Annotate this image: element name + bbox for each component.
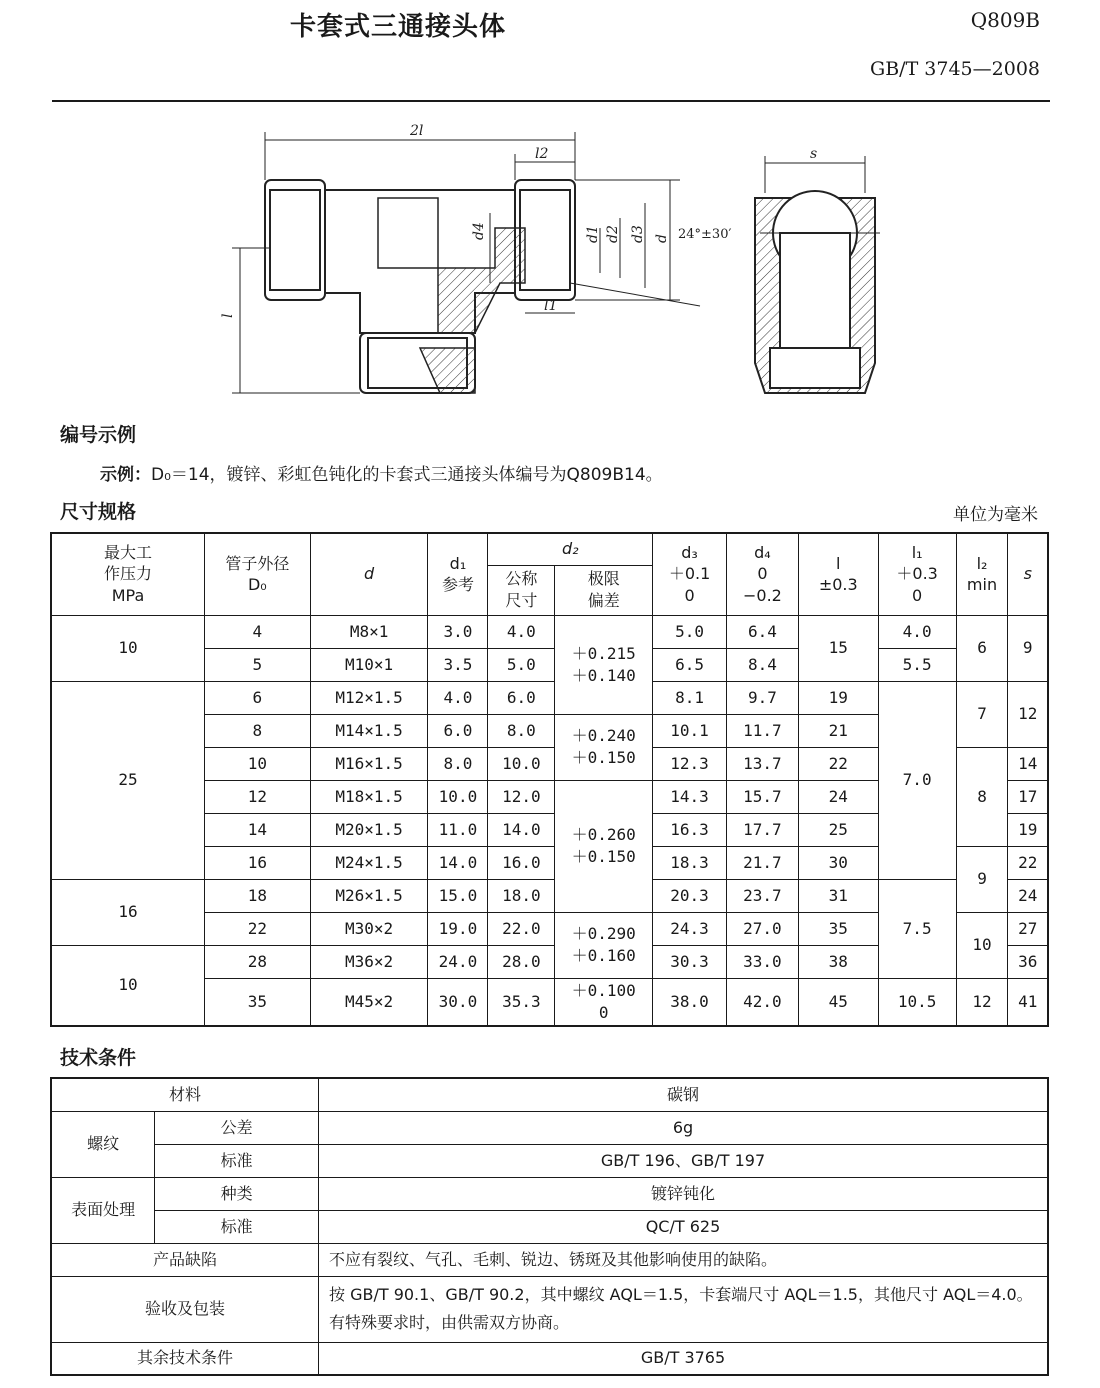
d-cell: M16×1.5: [310, 747, 428, 780]
tee-left-end: [265, 180, 325, 300]
drawing-label-d1: d1: [585, 225, 601, 243]
l-cell: 15: [798, 615, 878, 681]
d3-cell: 24.3: [653, 912, 727, 945]
drawing-label-l2: l2: [535, 146, 549, 162]
d4-cell: 42.0: [726, 978, 798, 1026]
d0-cell: 35: [205, 978, 311, 1026]
thread-label: 螺纹: [51, 1111, 155, 1177]
header-d1: d₁ 参考: [428, 533, 488, 615]
d2-cell: 8.0: [488, 714, 555, 747]
d1-cell: 11.0: [428, 813, 488, 846]
header-d2-tolerance: 极限 偏差: [555, 565, 653, 615]
s-cell: 24: [1008, 879, 1048, 912]
s-cell: 36: [1008, 945, 1048, 978]
s-cell: 19: [1008, 813, 1048, 846]
d1-cell: 10.0: [428, 780, 488, 813]
l2-cell: 9: [956, 846, 1008, 912]
d1-cell: 3.5: [428, 648, 488, 681]
d0-cell: 16: [205, 846, 311, 879]
d-cell: M10×1: [310, 648, 428, 681]
d0-cell: 5: [205, 648, 311, 681]
header-pressure: 最大工 作压力 MPa: [51, 533, 205, 615]
table-row: [51, 1276, 1048, 1342]
defect-value: 不应有裂纹、气孔、毛刺、锐边、锈斑及其他影响使用的缺陷。: [318, 1243, 1048, 1276]
d1-cell: 15.0: [428, 879, 488, 912]
l-cell: 38: [798, 945, 878, 978]
example-heading: 编号示例: [60, 424, 137, 446]
d3-cell: 14.3: [653, 780, 727, 813]
tee-section-hatch: [438, 228, 525, 333]
tech-conditions-table: [50, 1077, 1049, 1376]
d2-cell: 22.0: [488, 912, 555, 945]
d3-cell: 20.3: [653, 879, 727, 912]
d4-cell: 13.7: [726, 747, 798, 780]
d4-cell: 15.7: [726, 780, 798, 813]
other-conditions-label: 其余技术条件: [51, 1342, 318, 1375]
l2-cell: 10: [956, 912, 1008, 978]
s-cell: 27: [1008, 912, 1048, 945]
l-cell: 21: [798, 714, 878, 747]
l1-cell: 5.5: [878, 648, 956, 681]
d2-cell: 12.0: [488, 780, 555, 813]
d4-cell: 9.7: [726, 681, 798, 714]
l-cell: 25: [798, 813, 878, 846]
l2-cell: 12: [956, 978, 1008, 1026]
pressure-cell: 25: [51, 681, 205, 879]
table-row: [51, 1210, 1048, 1243]
header-d4: d₄ 0 −0.2: [726, 533, 798, 615]
d-cell: M12×1.5: [310, 681, 428, 714]
drawing-label-d4: d4: [471, 222, 487, 240]
d3-cell: 30.3: [653, 945, 727, 978]
l-cell: 22: [798, 747, 878, 780]
d1-cell: 19.0: [428, 912, 488, 945]
d0-cell: 14: [205, 813, 311, 846]
drawing-label-d2: d2: [605, 225, 621, 243]
d3-cell: 5.0: [653, 615, 727, 648]
s-cell: 41: [1008, 978, 1048, 1026]
drawing-label-s: s: [810, 146, 818, 162]
l-cell: 19: [798, 681, 878, 714]
header-l2: l₂ min: [956, 533, 1008, 615]
d2-cell: 5.0: [488, 648, 555, 681]
standard-number: GB/T 3745—2008: [870, 58, 1040, 80]
d-cell: M20×1.5: [310, 813, 428, 846]
tech-heading: 技术条件: [60, 1047, 137, 1069]
d2-tolerance-cell: ＋0.100 0: [555, 978, 653, 1026]
drawing-label-angle: 24°±30′: [678, 227, 732, 242]
thread-standard-value: GB/T 196、GB/T 197: [318, 1144, 1048, 1177]
l-cell: 30: [798, 846, 878, 879]
d2-cell: 18.0: [488, 879, 555, 912]
d3-cell: 10.1: [653, 714, 727, 747]
thread-tolerance-label: 公差: [155, 1111, 319, 1144]
d0-cell: 4: [205, 615, 311, 648]
s-cell: 12: [1008, 681, 1048, 747]
d-cell: M26×1.5: [310, 879, 428, 912]
d-cell: M18×1.5: [310, 780, 428, 813]
l-cell: 45: [798, 978, 878, 1026]
d0-cell: 10: [205, 747, 311, 780]
defect-label: 产品缺陷: [51, 1243, 318, 1276]
pressure-cell: 16: [51, 879, 205, 945]
d0-cell: 22: [205, 912, 311, 945]
d4-cell: 21.7: [726, 846, 798, 879]
d-cell: M36×2: [310, 945, 428, 978]
d2-cell: 6.0: [488, 681, 555, 714]
d-cell: M14×1.5: [310, 714, 428, 747]
d2-cell: 16.0: [488, 846, 555, 879]
l-cell: 35: [798, 912, 878, 945]
surface-standard-value: QC/T 625: [318, 1210, 1048, 1243]
s-cell: 17: [1008, 780, 1048, 813]
d0-cell: 28: [205, 945, 311, 978]
page-title: 卡套式三通接头体: [290, 12, 507, 42]
header-s: s: [1008, 533, 1048, 615]
d0-cell: 18: [205, 879, 311, 912]
drawing-label-d: d: [654, 234, 670, 243]
l2-cell: 7: [956, 681, 1008, 747]
unit-note: 单位为毫米: [953, 505, 1038, 525]
d4-cell: 23.7: [726, 879, 798, 912]
l2-cell: 6: [956, 615, 1008, 681]
table-row: [51, 1243, 1048, 1276]
drawing-label-2l: 2l: [410, 123, 424, 139]
surface-type-value: 镀锌钝化: [318, 1177, 1048, 1210]
d2-tolerance-cell: ＋0.215 ＋0.140: [555, 615, 653, 714]
l1-cell: 7.5: [878, 879, 956, 978]
material-label: 材料: [51, 1078, 318, 1111]
thread-tolerance-value: 6g: [318, 1111, 1048, 1144]
d4-cell: 8.4: [726, 648, 798, 681]
d3-cell: 38.0: [653, 978, 727, 1026]
table-row: [51, 1177, 1048, 1210]
part-code: Q809B: [970, 8, 1040, 32]
surface-type-label: 种类: [155, 1177, 319, 1210]
drawing-label-l: l: [220, 313, 236, 318]
d2-cell: 28.0: [488, 945, 555, 978]
surface-label: 表面处理: [51, 1177, 155, 1243]
thread-standard-label: 标准: [155, 1144, 319, 1177]
header-d2: d₂: [488, 533, 653, 565]
d0-cell: 6: [205, 681, 311, 714]
pressure-cell: 10: [51, 945, 205, 1026]
d3-cell: 8.1: [653, 681, 727, 714]
dimensions-heading: 尺寸规格: [60, 501, 137, 523]
material-value: 碳钢: [318, 1078, 1048, 1111]
d-cell: M24×1.5: [310, 846, 428, 879]
header-l: l ±0.3: [798, 533, 878, 615]
surface-standard-label: 标准: [155, 1210, 319, 1243]
l1-cell: 7.0: [878, 681, 956, 879]
header-d2-nominal: 公称 尺寸: [488, 565, 555, 615]
d3-cell: 12.3: [653, 747, 727, 780]
d1-cell: 30.0: [428, 978, 488, 1026]
header-row: [51, 533, 1048, 565]
other-conditions-value: GB/T 3765: [318, 1342, 1048, 1375]
d-cell: M45×2: [310, 978, 428, 1026]
table-row: [51, 1111, 1048, 1144]
table-row: [51, 681, 1048, 714]
header-d0: 管子外径 D₀: [205, 533, 311, 615]
d3-cell: 6.5: [653, 648, 727, 681]
s-cell: 9: [1008, 615, 1048, 681]
d4-cell: 6.4: [726, 615, 798, 648]
d4-cell: 11.7: [726, 714, 798, 747]
d2-tolerance-cell: ＋0.240 ＋0.150: [555, 714, 653, 780]
example-prefix: 示例：: [100, 465, 151, 485]
example-body: D₀＝14，镀锌、彩虹色钝化的卡套式三通接头体编号为Q809B14。: [151, 465, 663, 485]
d0-cell: 8: [205, 714, 311, 747]
d3-cell: 16.3: [653, 813, 727, 846]
d1-cell: 4.0: [428, 681, 488, 714]
pressure-cell: 10: [51, 615, 205, 681]
l1-cell: 10.5: [878, 978, 956, 1026]
l-cell: 24: [798, 780, 878, 813]
d1-cell: 8.0: [428, 747, 488, 780]
d3-cell: 18.3: [653, 846, 727, 879]
acceptance-label: 验收及包装: [51, 1276, 318, 1342]
table-row: [51, 1342, 1048, 1375]
dimensions-table: [50, 532, 1049, 1027]
s-cell: 22: [1008, 846, 1048, 879]
s-cell: 14: [1008, 747, 1048, 780]
l-cell: 31: [798, 879, 878, 912]
table-row: [51, 615, 1048, 648]
table-row: [51, 1078, 1048, 1111]
d-cell: M30×2: [310, 912, 428, 945]
d2-cell: 10.0: [488, 747, 555, 780]
technical-drawing: [200, 118, 920, 408]
d-cell: M8×1: [310, 615, 428, 648]
acceptance-value: 按 GB/T 90.1、GB/T 90.2，其中螺纹 AQL＝1.5，卡套端尺寸 AQL＝1.5，其他尺寸 AQL＝4.0。有特殊要求时，由供需双方协商。: [318, 1276, 1048, 1342]
l1-cell: 4.0: [878, 615, 956, 648]
example-text: [100, 460, 663, 485]
table-row: [51, 1144, 1048, 1177]
header-d3: d₃ ＋0.1 0: [653, 533, 727, 615]
drawing-label-d3: d3: [630, 225, 646, 243]
header-d: d: [310, 533, 428, 615]
d2-tolerance-cell: ＋0.290 ＋0.160: [555, 912, 653, 978]
d1-cell: 6.0: [428, 714, 488, 747]
header-rule: [52, 100, 1050, 102]
drawing-label-l1: l1: [544, 298, 558, 314]
d1-cell: 14.0: [428, 846, 488, 879]
d0-cell: 12: [205, 780, 311, 813]
d2-cell: 4.0: [488, 615, 555, 648]
d1-cell: 3.0: [428, 615, 488, 648]
header-l1: l₁ ＋0.3 0: [878, 533, 956, 615]
d2-tolerance-cell: ＋0.260 ＋0.150: [555, 780, 653, 912]
table-row: [51, 879, 1048, 912]
d1-cell: 24.0: [428, 945, 488, 978]
d2-cell: 35.3: [488, 978, 555, 1026]
d2-cell: 14.0: [488, 813, 555, 846]
d4-cell: 33.0: [726, 945, 798, 978]
d4-cell: 17.7: [726, 813, 798, 846]
d4-cell: 27.0: [726, 912, 798, 945]
l2-cell: 8: [956, 747, 1008, 846]
